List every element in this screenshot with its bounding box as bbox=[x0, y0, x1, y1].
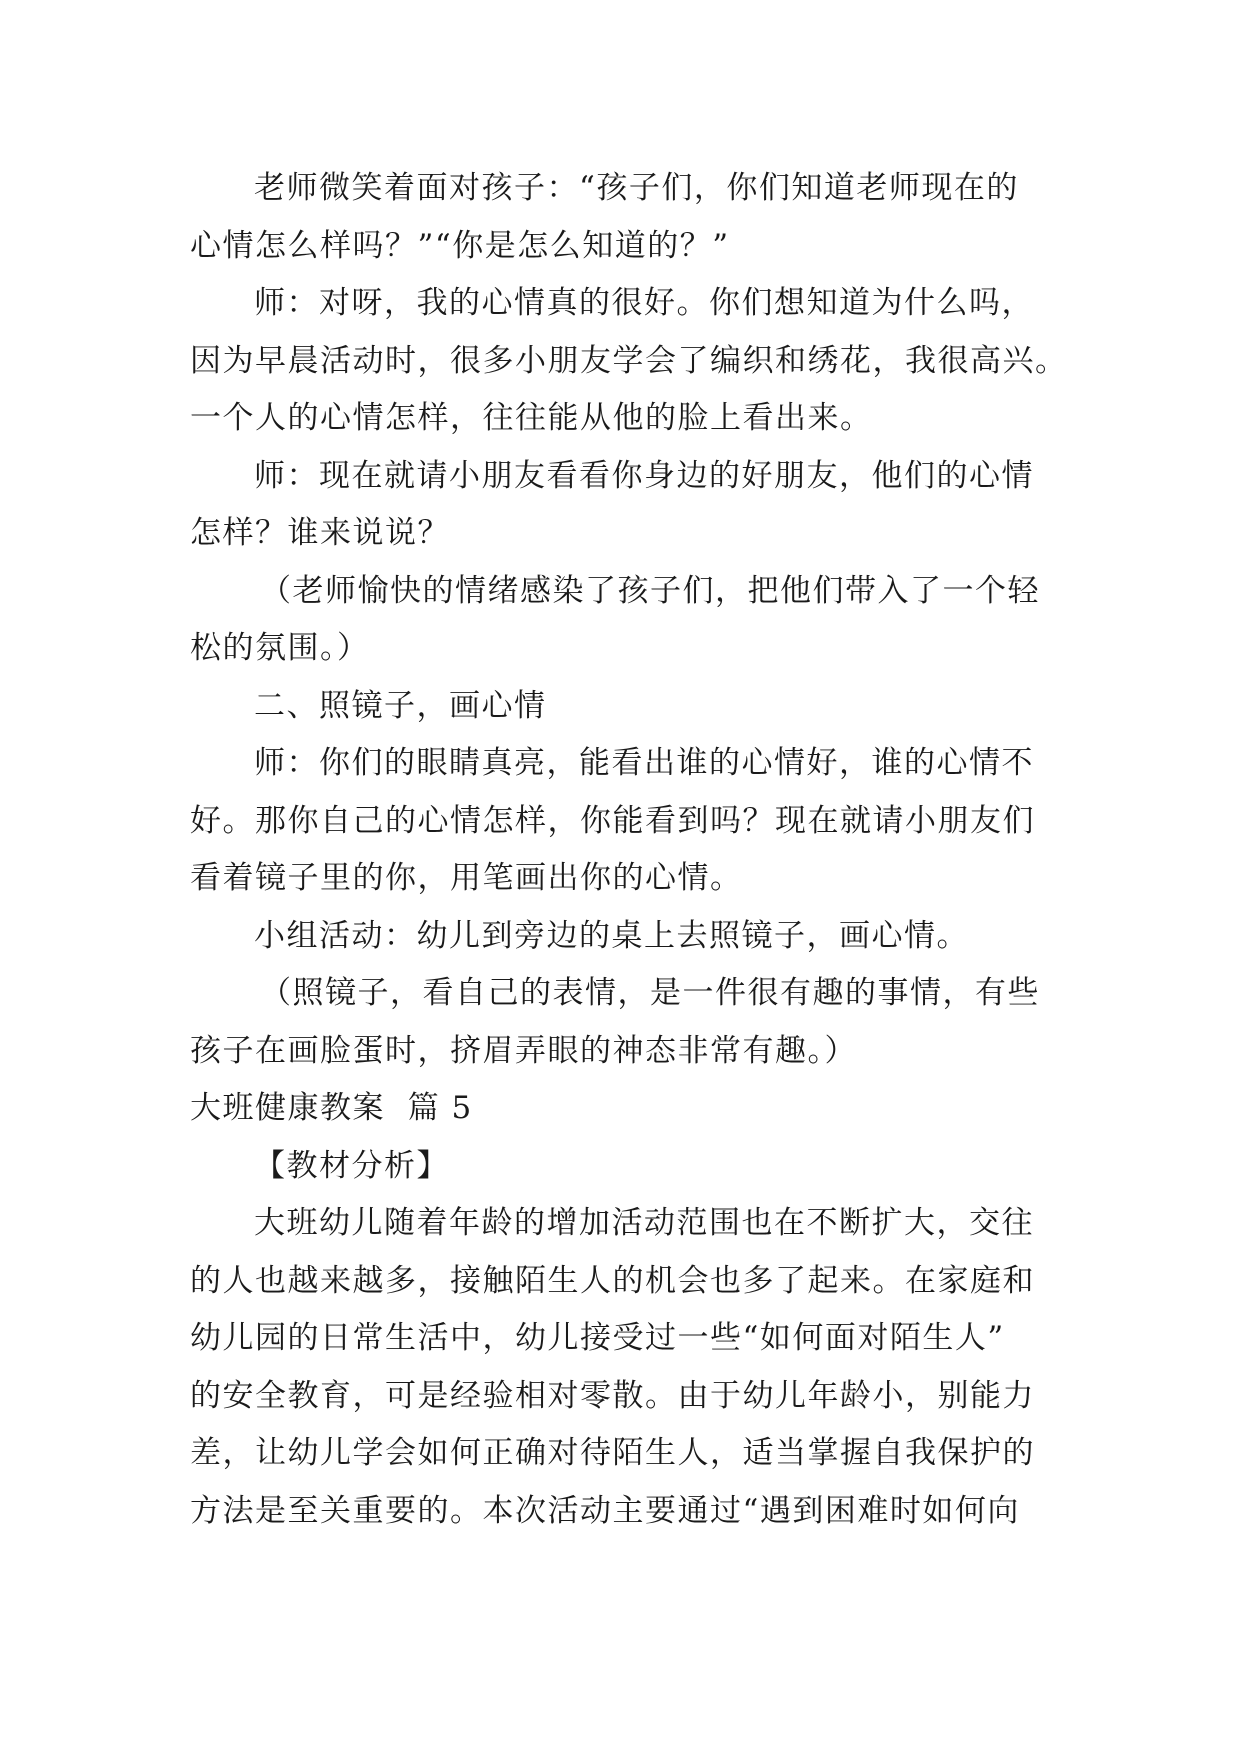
paragraph-line: 因为早晨活动时，很多小朋友学会了编织和绣花，我很高兴。 bbox=[190, 342, 1068, 379]
paragraph-line: 差，让幼儿学会如何正确对待陌生人，适当掌握自我保护的 bbox=[190, 1435, 1035, 1471]
paragraph-line: 方法是至关重要的。本次活动主要通过“遇到困难时如何向 bbox=[190, 1492, 1020, 1529]
paragraph-line: 心情怎么样吗？”“你是怎么知道的？” bbox=[190, 227, 730, 264]
paragraph-line: 小组活动：幼儿到旁边的桌上去照镜子，画心情。 bbox=[254, 917, 969, 954]
paragraph-line: 大班幼儿随着年龄的增加活动范围也在不断扩大，交往 bbox=[254, 1205, 1034, 1241]
paragraph-line: 幼儿园的日常生活中，幼儿接受过一些“如何面对陌生人” bbox=[190, 1320, 1005, 1356]
document-page bbox=[190, 160, 1068, 1540]
lesson-title: 大班健康教案 篇 5 bbox=[190, 1090, 473, 1126]
paragraph-line: 孩子在画脸蛋时，挤眉弄眼的神态非常有趣。） bbox=[190, 1032, 857, 1069]
section-heading: 【教材分析】 bbox=[254, 1147, 449, 1184]
paragraph-line: 老师微笑着面对孩子：“孩子们，你们知道老师现在的 bbox=[254, 170, 1019, 206]
paragraph-line: 怎样？谁来说说？ bbox=[190, 515, 450, 551]
paragraph-line: 师：对呀，我的心情真的很好。你们想知道为什么吗， bbox=[254, 285, 1034, 321]
paragraph-line: （老师愉快的情绪感染了孩子们，把他们带入了一个轻 bbox=[260, 572, 1040, 609]
paragraph-line: 的人也越来越多，接触陌生人的机会也多了起来。在家庭和 bbox=[190, 1262, 1035, 1299]
paragraph-line: 的安全教育，可是经验相对零散。由于幼儿年龄小，别能力 bbox=[190, 1377, 1035, 1414]
paragraph-line: 一个人的心情怎样，往往能从他的脸上看出来。 bbox=[190, 400, 873, 436]
paragraph-line: 松的氛围。） bbox=[190, 630, 370, 666]
paragraph-line: 师：现在就请小朋友看看你身边的好朋友，他们的心情 bbox=[254, 457, 1034, 494]
paragraph-line: 好。那你自己的心情怎样，你能看到吗？现在就请小朋友们 bbox=[190, 802, 1035, 839]
section-heading: 二、照镜子，画心情 bbox=[254, 687, 547, 724]
paragraph-line: （照镜子，看自己的表情，是一件很有趣的事情，有些 bbox=[260, 975, 1040, 1011]
paragraph-line: 看着镜子里的你，用笔画出你的心情。 bbox=[190, 860, 743, 896]
paragraph-line: 师：你们的眼睛真亮，能看出谁的心情好，谁的心情不 bbox=[254, 745, 1034, 781]
